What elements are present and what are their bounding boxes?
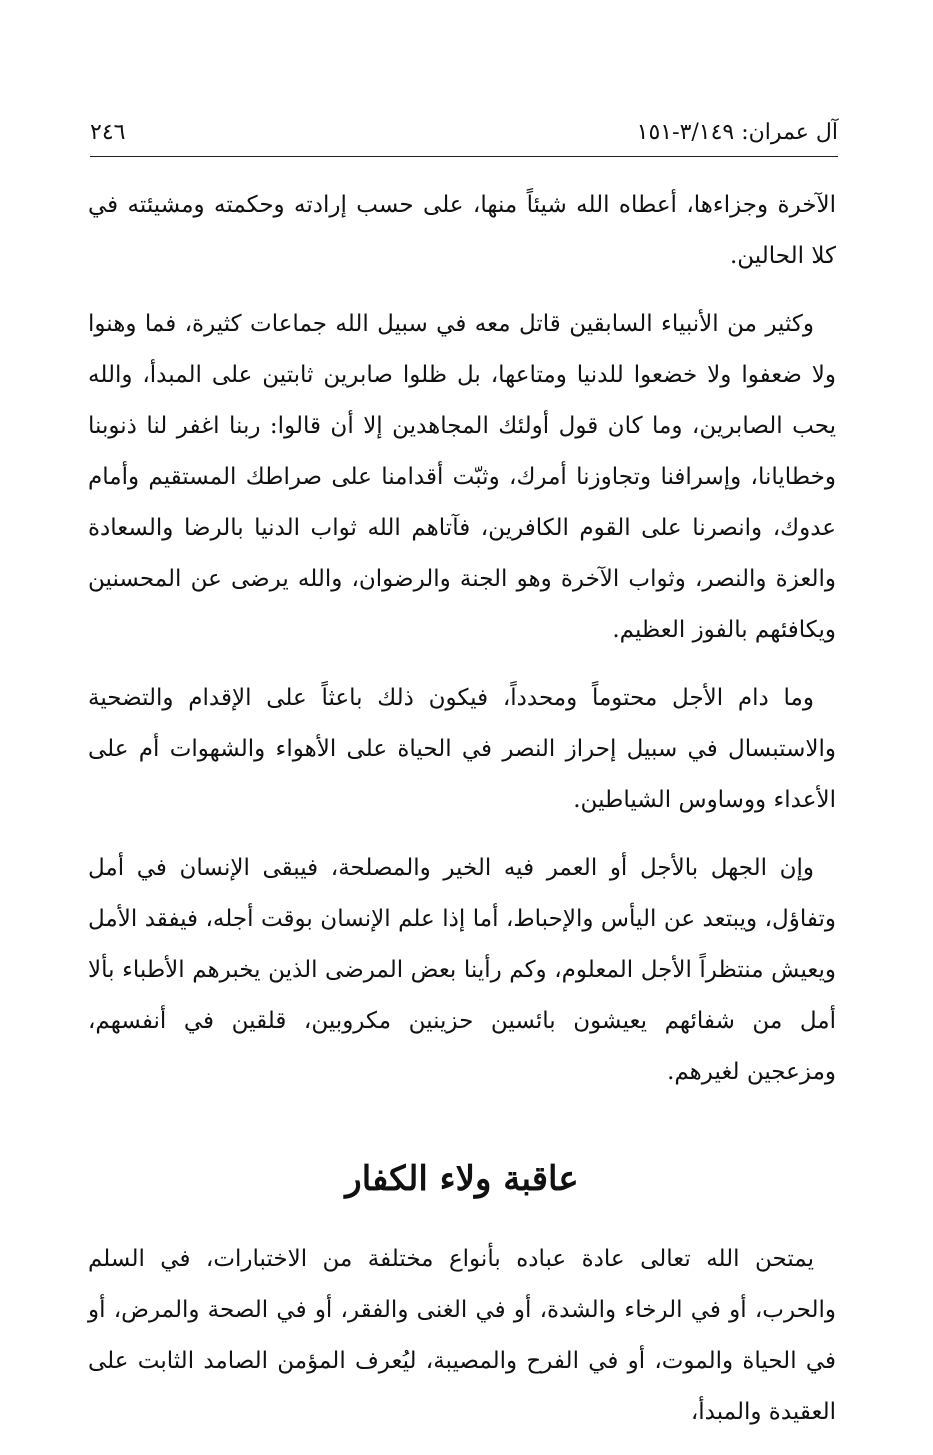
page-number: ٢٤٦: [90, 120, 126, 145]
body-text: [88, 180, 836, 1455]
paragraph-trials: يمتحن الله تعالى عادة عباده بأنواع مختلفة من الاختبارات، في السلم والحرب، أو في الرخاء والشدة، أو في الغنى والفقر، أو في الصحة والمرض، أو في الحياة والموت، أو في الفرح والمصيبة، ليُعرف المؤمن الصامد الثابت على العقيدة والمبدأ،: [88, 1246, 836, 1425]
paragraph-ignorance-of-term: وإن الجهل بالأجل أو العمر فيه الخير والمصلحة، فيبقى الإنسان في أمل وتفاؤل، ويبتعد عن اليأس والإحباط، أما إذا علم الإنسان بوقت أجله، فيفقد الأمل ويعيش منتظراً الأجل المعلوم، وكم رأينا بعض المرضى الذين يخبرهم الأطباء بألا أمل من شفائهم يعيشون بائسين حزينين مكروبين، قلقين في أنفسهم، ومزعجين لغيرهم.: [88, 855, 836, 1085]
paragraph-prophets-patience: وكثير من الأنبياء السابقين قاتل معه في سبيل الله جماعات كثيرة، فما وهنوا ولا ضعفوا ولا خضعوا للدنيا ومتاعها، بل ظلوا صابرين ثابتين على المبدأ، والله يحب الصابرين، وما كان قول أولئك المجاهدين إلا أن قالوا: ربنا اغفر لنا ذنوبنا وخطايانا، وإسرافنا وتجاوزنا أمرك، وثبّت أقدامنا على صراطك المستقيم وأمام عدوك، وانصرنا على القوم الكافرين، فآتاهم الله ثواب الدنيا بالرضا والسعادة والعزة والنصر، وثواب الآخرة وهو الجنة والرضوان، والله يرضى عن المحسنين ويكافئهم بالفوز العظيم.: [88, 311, 836, 643]
running-header: [90, 116, 838, 157]
surah-reference: آل عمران: ٣/١٤٩-١٥١: [636, 120, 838, 145]
paragraph-fixed-term: وما دام الأجل محتوماً ومحدداً، فيكون ذلك باعثاً على الإقدام والتضحية والاستبسال في سبيل إحراز النصر في الحياة على الأهواء والشهوات أم على الأعداء ووساوس الشياطين.: [88, 685, 836, 813]
section-heading: عاقبة ولاء الكفار: [345, 1159, 579, 1199]
paragraph-continuation: الآخرة وجزاءها، أعطاه الله شيئاً منها، على حسب إرادته وحكمته ومشيئته في كلا الحالين.: [88, 192, 836, 269]
